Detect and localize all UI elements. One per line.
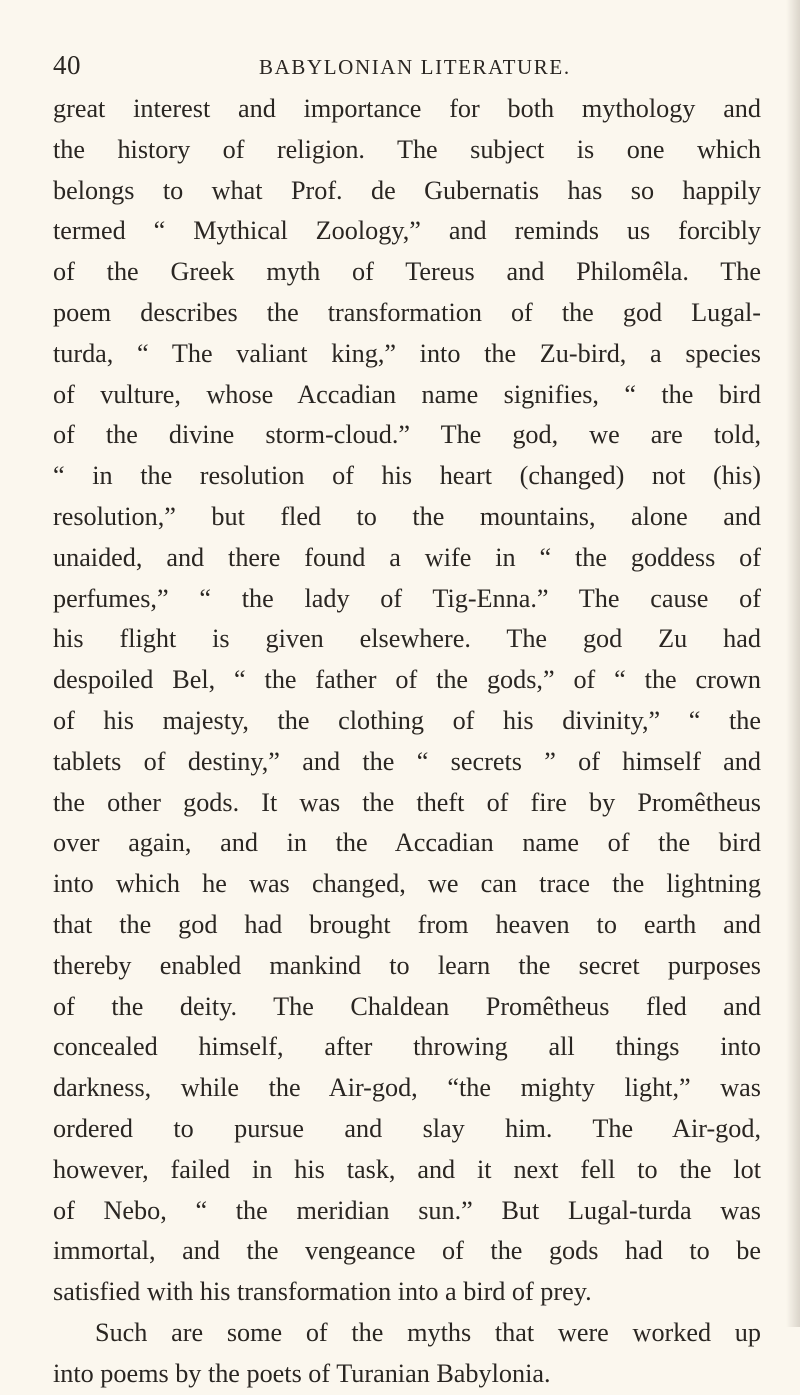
paragraph-1 bbox=[53, 89, 761, 1313]
page-edge-shadow bbox=[786, 0, 800, 1327]
text-line: poem describes the transformation of the god Lugal- bbox=[53, 297, 761, 327]
text-line: over again, and in the Accadian name of the bird bbox=[53, 828, 761, 858]
text-line: the history of religion. The subject is one which bbox=[53, 134, 761, 164]
body-text bbox=[53, 89, 761, 1395]
text-line: great interest and importance for both mythology and bbox=[53, 94, 761, 123]
text-line: resolution,” but fled to the mountains, alone and bbox=[53, 501, 761, 531]
text-line: of his majesty, the clothing of his divinity,” “ the bbox=[53, 705, 761, 735]
text-line: of the Greek myth of Tereus and Philomêla. The bbox=[53, 257, 761, 287]
text-line: however, failed in his task, and it next fell to the lot bbox=[53, 1154, 761, 1184]
text-line: unaided, and there found a wife in “ the goddess of bbox=[53, 542, 761, 572]
text-line: belongs to what Prof. de Gubernatis has so happily bbox=[53, 175, 761, 205]
text-line: tablets of destiny,” and the “ secrets ” of himself and bbox=[53, 746, 761, 776]
text-line: of the divine storm-cloud.” The god, we are told, bbox=[53, 420, 761, 450]
text-line: despoiled Bel, “ the father of the gods,” of “ the crown bbox=[53, 665, 761, 695]
text-line: thereby enabled mankind to learn the secret purposes bbox=[53, 950, 761, 980]
text-line: ordered to pursue and slay him. The Air-god, bbox=[53, 1113, 761, 1143]
text-line: of the deity. The Chaldean Promêtheus fled and bbox=[53, 991, 761, 1021]
text-line: darkness, while the Air-god, “the mighty light,” was bbox=[53, 1073, 761, 1103]
text-line: concealed himself, after throwing all things into bbox=[53, 1032, 761, 1062]
paragraph-2 bbox=[53, 1313, 761, 1395]
text-line: perfumes,” “ the lady of Tig-Enna.” The cause of bbox=[53, 583, 761, 613]
text-line: termed “ Mythical Zoology,” and reminds us forcibly bbox=[53, 216, 761, 246]
text-line: his flight is given elsewhere. The god Zu had bbox=[53, 624, 761, 654]
text-line: of vulture, whose Accadian name signifies, “ the bird bbox=[53, 379, 761, 409]
text-line: “ in the resolution of his heart (changed) not (his) bbox=[53, 461, 761, 491]
text-line: immortal, and the vengeance of the gods had to be bbox=[53, 1236, 761, 1266]
page-number: 40 bbox=[53, 50, 81, 80]
text-line: the other gods. It was the theft of fire by Promêtheus bbox=[53, 787, 761, 817]
text-line: turda, “ The valiant king,” into the Zu-bird, a species bbox=[53, 338, 761, 368]
running-head bbox=[53, 50, 773, 86]
text-line: satisfied with his transformation into a bird of prey. bbox=[53, 1277, 592, 1307]
text-line: into poems by the poets of Turanian Babylonia. bbox=[53, 1358, 551, 1388]
running-title: BABYLONIAN LITERATURE. bbox=[259, 55, 571, 79]
text-line: that the god had brought from heaven to earth and bbox=[53, 909, 761, 939]
text-line: of Nebo, “ the meridian sun.” But Lugal-turda was bbox=[53, 1195, 761, 1225]
text-line: Such are some of the myths that were worked up bbox=[95, 1317, 761, 1347]
text-line: into which he was changed, we can trace the lightning bbox=[53, 869, 761, 899]
